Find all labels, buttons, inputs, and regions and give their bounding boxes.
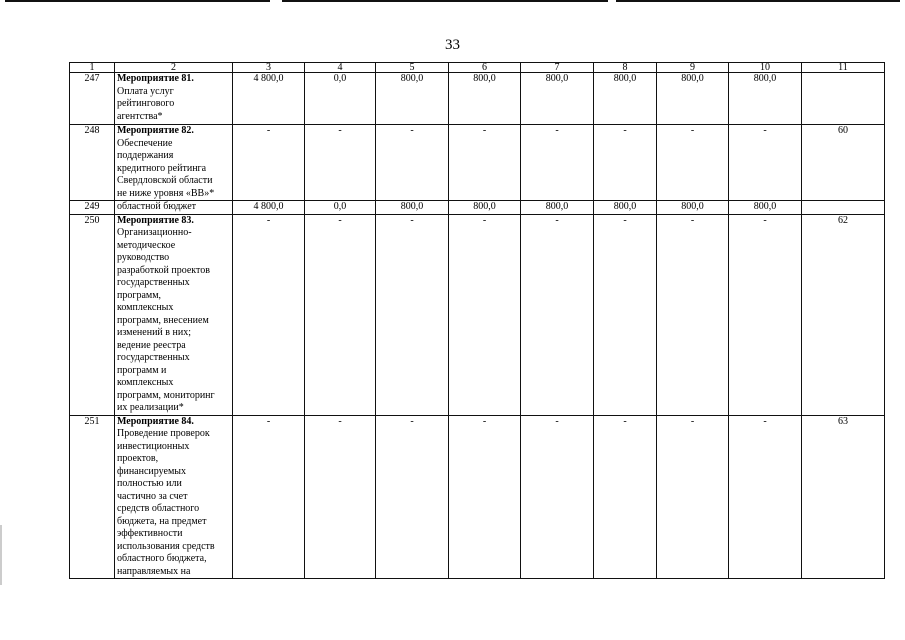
- value-cell: 4 800,0: [233, 73, 305, 125]
- reference-cell: 62: [802, 214, 885, 415]
- value-cell: 800,0: [521, 201, 594, 215]
- row-number: 250: [70, 214, 115, 415]
- value-cell: -: [657, 415, 729, 579]
- value-cell: 800,0: [729, 201, 802, 215]
- row-title: Мероприятие 84.: [117, 415, 194, 427]
- column-header: 4: [305, 63, 376, 73]
- row-description-cell: [115, 201, 233, 215]
- value-cell: -: [305, 214, 376, 415]
- row-number: 251: [70, 415, 115, 579]
- column-header: 9: [657, 63, 729, 73]
- value-cell: -: [657, 125, 729, 201]
- row-description-cell: [115, 415, 233, 579]
- value-cell: 4 800,0: [233, 201, 305, 215]
- row-title: Мероприятие 83.: [117, 214, 194, 226]
- value-cell: -: [594, 125, 657, 201]
- value-cell: -: [233, 214, 305, 415]
- budget-table: [69, 62, 885, 579]
- row-number: 247: [70, 73, 115, 125]
- column-header: 1: [70, 63, 115, 73]
- value-cell: -: [305, 125, 376, 201]
- value-cell: -: [594, 415, 657, 579]
- value-cell: 0,0: [305, 201, 376, 215]
- row-description: Обеспечение поддержания кредитного рейтинга Свердловской области не ниже уровня «ВВ»*: [117, 137, 215, 199]
- value-cell: 800,0: [449, 201, 521, 215]
- table-row: [70, 73, 885, 125]
- column-header: 3: [233, 63, 305, 73]
- table-row: [70, 201, 885, 215]
- row-number: 249: [70, 201, 115, 215]
- table-row: [70, 415, 885, 579]
- page-top-border: [0, 0, 905, 3]
- reference-cell: [802, 201, 885, 215]
- table-header-row: [70, 63, 885, 73]
- value-cell: 800,0: [729, 73, 802, 125]
- page-number: 33: [445, 37, 460, 53]
- row-description: Оплата услуг рейтингового агентства*: [117, 85, 175, 122]
- value-cell: -: [729, 125, 802, 201]
- row-description-cell: [115, 214, 233, 415]
- value-cell: -: [449, 415, 521, 579]
- value-cell: 800,0: [449, 73, 521, 125]
- value-cell: 800,0: [521, 73, 594, 125]
- column-header: 5: [376, 63, 449, 73]
- value-cell: -: [376, 214, 449, 415]
- value-cell: 0,0: [305, 73, 376, 125]
- value-cell: -: [729, 415, 802, 579]
- row-description: Проведение проверок инвестиционных проектов, финансируемых полностью или частично за счет средств областного бюджета, на предмет эффективности использования средств областного бюджета, направляемых на: [117, 428, 215, 577]
- value-cell: -: [233, 415, 305, 579]
- value-cell: 800,0: [376, 201, 449, 215]
- value-cell: -: [376, 125, 449, 201]
- column-header: 7: [521, 63, 594, 73]
- value-cell: -: [233, 125, 305, 201]
- value-cell: 800,0: [594, 73, 657, 125]
- row-title: Мероприятие 82.: [117, 125, 194, 136]
- table-row: [70, 125, 885, 201]
- row-description: областной бюджет: [117, 201, 197, 212]
- value-cell: -: [729, 214, 802, 415]
- column-header: 2: [115, 63, 233, 73]
- column-header: 8: [594, 63, 657, 73]
- row-description: Организационно- методическое руководство разработкой проектов государственных программ, комплексных программ, внесением изменений в них; ведение реестра государственных программ и комплексных программ, мониторинг их реализации*: [117, 227, 215, 413]
- value-cell: -: [305, 415, 376, 579]
- value-cell: 800,0: [657, 73, 729, 125]
- value-cell: 800,0: [376, 73, 449, 125]
- reference-cell: [802, 73, 885, 125]
- value-cell: -: [657, 214, 729, 415]
- scan-edge-mark: [0, 525, 2, 585]
- value-cell: -: [449, 125, 521, 201]
- value-cell: 800,0: [594, 201, 657, 215]
- value-cell: -: [521, 214, 594, 415]
- column-header: 11: [802, 63, 885, 73]
- reference-cell: 63: [802, 415, 885, 579]
- value-cell: -: [449, 214, 521, 415]
- row-description-cell: [115, 73, 233, 125]
- table-row: [70, 214, 885, 415]
- value-cell: 800,0: [657, 201, 729, 215]
- column-header: 10: [729, 63, 802, 73]
- reference-cell: 60: [802, 125, 885, 201]
- row-number: 248: [70, 125, 115, 201]
- column-header: 6: [449, 63, 521, 73]
- row-description-cell: [115, 125, 233, 201]
- value-cell: -: [594, 214, 657, 415]
- row-title: Мероприятие 81.: [117, 73, 194, 84]
- value-cell: -: [521, 125, 594, 201]
- value-cell: -: [376, 415, 449, 579]
- value-cell: -: [521, 415, 594, 579]
